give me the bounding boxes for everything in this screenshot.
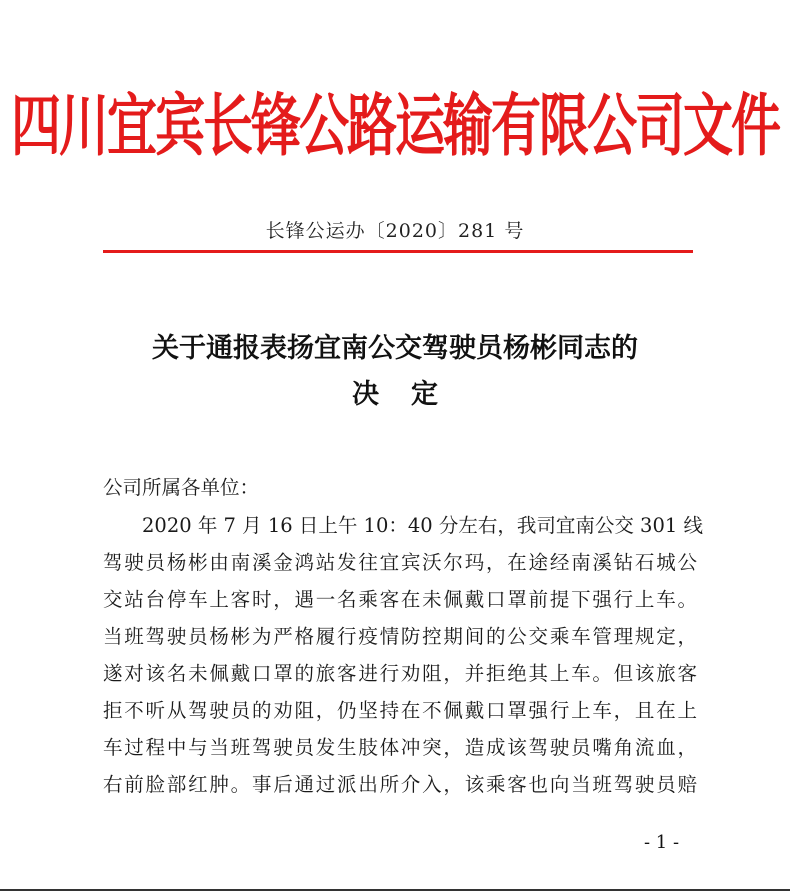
page-bottom-edge — [0, 889, 790, 891]
body-line: 遂对该名未佩戴口罩的旅客进行劝阻，并拒绝其上车。但该旅客 — [103, 662, 697, 685]
addressee-salutation: 公司所属各单位： — [103, 476, 260, 499]
red-divider-line — [103, 250, 693, 253]
body-line: 拒不听从驾驶员的劝阻，仍坚持在不佩戴口罩强行上车，且在上 — [103, 699, 697, 722]
body-line: 2020 年 7 月 16 日上午 10：40 分左右，我司宜南公交 301 线 — [142, 514, 703, 537]
org-header-title: 四川宜宾长锋公路运输有限公司文件 — [11, 86, 779, 166]
document-title-line1: 关于通报表扬宜南公交驾驶员杨彬同志的 — [152, 333, 638, 364]
body-paragraph — [103, 507, 703, 803]
body-line: 当班驾驶员杨彬为严格履行疫情防控期间的公交乘车管理规定， — [103, 625, 697, 648]
document-title-line2: 决定 — [352, 378, 470, 410]
body-line: 车过程中与当班驾驶员发生肢体冲突，造成该驾驶员嘴角流血， — [103, 736, 697, 759]
body-line: 右前脸部红肿。事后通过派出所介入，该乘客也向当班驾驶员赔 — [103, 773, 697, 796]
document-title — [0, 330, 790, 414]
body-line: 驾驶员杨彬由南溪金鸿站发往宜宾沃尔玛，在途经南溪钻石城公 — [103, 551, 697, 574]
page-number: - 1 - — [644, 832, 680, 853]
body-line: 交站台停车上客时，遇一名乘客在未佩戴口罩前提下强行上车。 — [103, 588, 697, 611]
document-number: 长锋公运办〔2020〕281 号 — [265, 220, 525, 242]
